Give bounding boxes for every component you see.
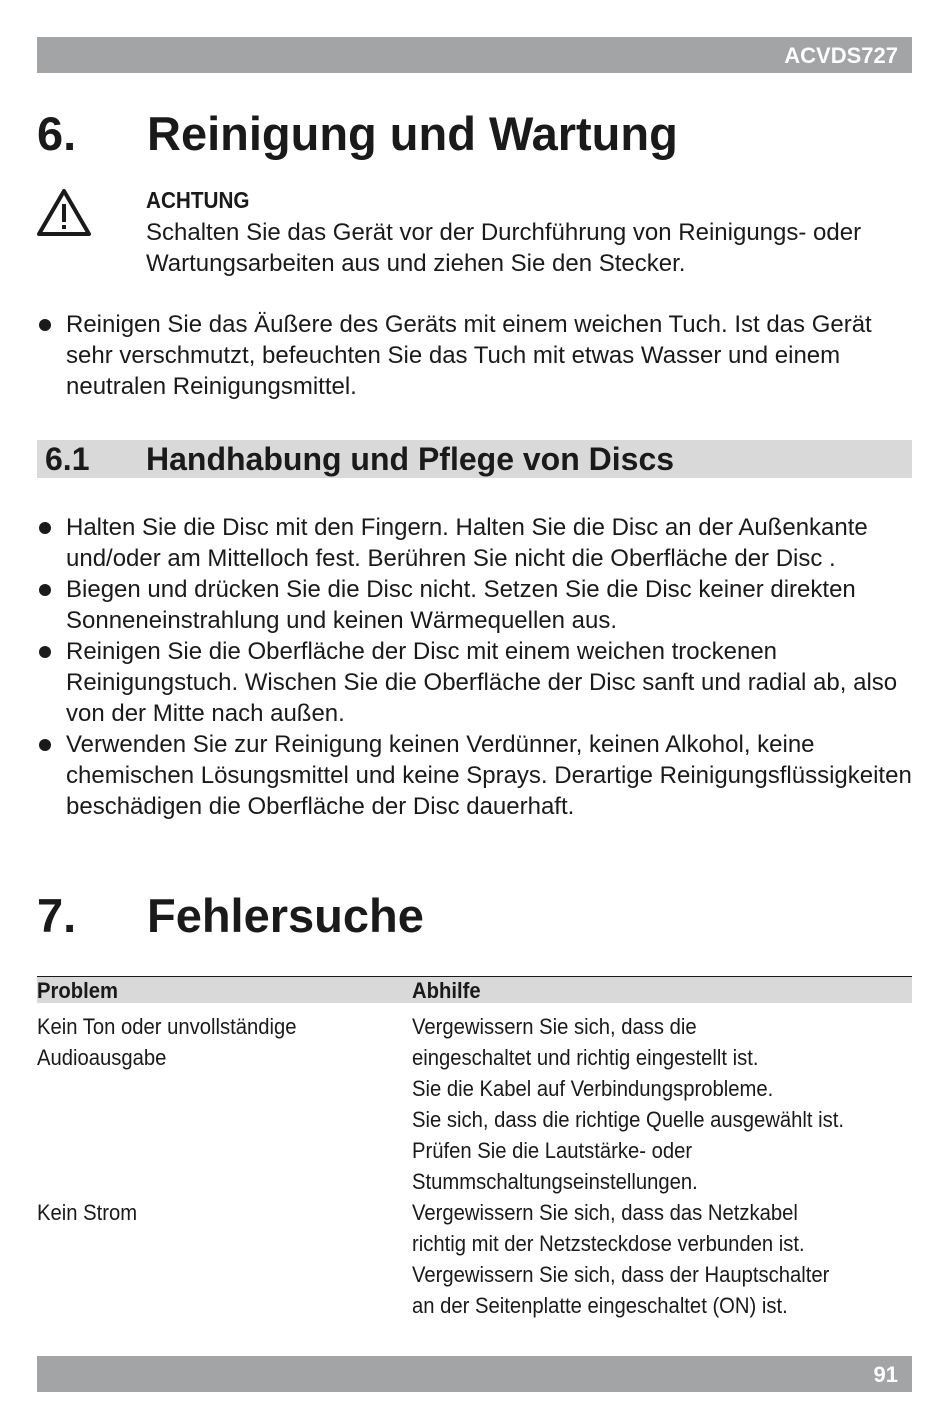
remedy-line: Vergewissern Sie sich, dass die — [412, 1014, 697, 1039]
warning-text: Schalten Sie das Gerät vor der Durchführung von Reinigungs- oder Wartungsarbeiten aus und ziehen Sie den Stecker. — [146, 219, 862, 277]
problem-line: Kein Ton oder unvollständige — [37, 1014, 297, 1039]
subsection-number: 6.1 — [45, 441, 90, 477]
problem-cell — [37, 1011, 368, 1073]
list-item: Reinigen Sie die Oberfläche der Disc mit einem weichen trockenen Reinigungstuch. Wischen Sie die Oberfläche der Disc sanft und radial ab, also von der Mitte nach außen. — [37, 636, 917, 729]
cleaning-bullet-list — [37, 309, 917, 402]
problem-cell — [37, 1197, 368, 1228]
problem-line: Audioausgabe — [37, 1045, 167, 1070]
section-title: Reinigung und Wartung — [147, 107, 678, 160]
section-number: 7. — [37, 889, 77, 942]
section-title: Fehlersuche — [147, 889, 424, 942]
section-number: 6. — [37, 107, 77, 160]
table-header — [37, 976, 912, 1003]
remedy-line: richtig mit der Netzsteckdose verbunden ist. — [412, 1231, 805, 1256]
remedy-line: eingeschaltet und richtig eingestellt ist. — [412, 1045, 759, 1070]
remedy-line: Sie die Kabel auf Verbindungsprobleme. — [412, 1076, 774, 1101]
troubleshooting-table — [37, 976, 912, 1321]
remedy-line: an der Seitenplatte eingeschaltet (ON) ist. — [412, 1293, 788, 1318]
remedy-line: Prüfen Sie die Lautstärke- oder — [412, 1138, 693, 1163]
column-header-problem: Problem — [37, 978, 118, 1003]
remedy-line: Sie sich, dass die richtige Quelle ausgewählt ist. — [412, 1107, 845, 1132]
problem-line: Kein Strom — [37, 1200, 138, 1225]
remedy-line: Vergewissern Sie sich, dass das Netzkabel — [412, 1200, 798, 1225]
section-6-1-heading — [37, 440, 912, 478]
header-bar — [37, 37, 912, 73]
footer-bar — [37, 1356, 912, 1392]
page-number: 91 — [873, 1362, 898, 1387]
remedy-cell — [412, 1011, 909, 1197]
column-header-remedy: Abhilfe — [412, 978, 481, 1003]
table-row — [37, 1011, 912, 1197]
list-item: Reinigen Sie das Äußere des Geräts mit einem weichen Tuch. Ist das Gerät sehr verschmutzt, befeuchten Sie das Tuch mit etwas Wasser und einem neutralen Reinigungsmittel. — [37, 309, 917, 402]
subsection-title: Handhabung und Pflege von Discs — [146, 441, 675, 477]
remedy-line: Stummschaltungseinstellungen. — [412, 1169, 698, 1194]
warning-triangle-icon — [36, 188, 92, 238]
remedy-cell — [412, 1197, 909, 1321]
list-item: Halten Sie die Disc mit den Fingern. Halten Sie die Disc an der Außenkante und/oder am Mittelloch fest. Berühren Sie nicht die Oberfläche der Disc . — [37, 512, 917, 574]
section-7-heading — [37, 888, 907, 944]
table-row — [37, 1197, 912, 1321]
list-item: Verwenden Sie zur Reinigung keinen Verdünner, keinen Alkohol, keine chemischen Lösungsmittel und keine Sprays. Derartige Reinigungsflüssigkeiten beschädigen die Oberfläche der Disc dauerhaft. — [37, 729, 917, 822]
remedy-line: Vergewissern Sie sich, dass der Hauptschalter — [412, 1262, 830, 1287]
list-item: Biegen und drücken Sie die Disc nicht. Setzen Sie die Disc keiner direkten Sonneneinstrahlung und keinen Wärmequellen aus. — [37, 574, 917, 636]
disc-care-bullet-list — [37, 512, 917, 822]
model-number: ACVDS727 — [784, 43, 898, 68]
section-6-heading — [37, 106, 907, 162]
warning-title: ACHTUNG — [146, 187, 250, 213]
